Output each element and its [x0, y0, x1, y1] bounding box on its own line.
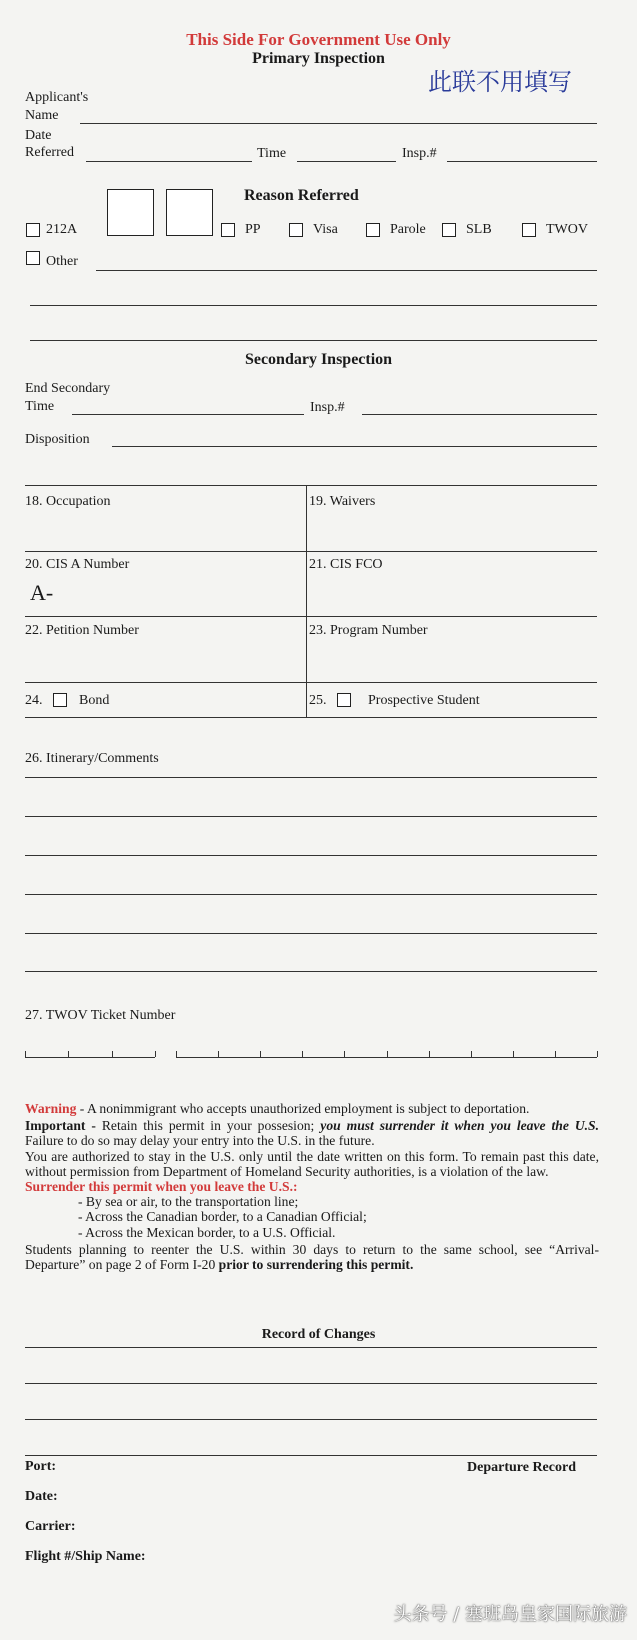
secondary-insp-field[interactable] — [362, 414, 597, 415]
ticket-digit-tick — [597, 1051, 598, 1057]
petition-number-label: 22. Petition Number — [25, 623, 139, 638]
applicant-label-1: Applicant's — [25, 90, 89, 105]
ticket-digit-tick — [68, 1051, 69, 1057]
ticket-digit-tick — [176, 1051, 177, 1057]
prospective-student-label: Prospective Student — [368, 693, 480, 708]
date-label-2: Referred — [25, 145, 74, 160]
time-field[interactable] — [297, 161, 396, 162]
surrender-item-mexico: - Across the Mexican border, to a U.S. Official. — [78, 1224, 336, 1240]
checkbox-bond[interactable] — [53, 693, 67, 707]
warning-label: Warning — [25, 1101, 77, 1116]
itinerary-line-5[interactable] — [25, 933, 597, 934]
authorized-stay-text: You are authorized to stay in the U.S. only until the date written on this form. To remain past this date, without permission from Department of Homeland Security authorities, is a violation of the law. — [25, 1148, 599, 1179]
important-label: Important - — [25, 1118, 96, 1134]
cis-fco-label: 21. CIS FCO — [309, 557, 383, 572]
important-text-2: Failure to do so may delay your entry into the U.S. in the future. — [25, 1133, 375, 1149]
itinerary-line-2[interactable] — [25, 816, 597, 817]
changes-line-1[interactable] — [25, 1347, 597, 1348]
important-text-1: Retain this permit in your possesion; — [95, 1118, 321, 1134]
checkbox-prospective-student[interactable] — [337, 693, 351, 707]
time-label: Time — [257, 146, 287, 161]
end-secondary-label-1: End Secondary — [25, 381, 111, 396]
end-secondary-time-field[interactable] — [72, 414, 304, 415]
grid-row-line-2 — [25, 616, 597, 617]
port-label: Port: — [25, 1459, 57, 1474]
changes-line-2[interactable] — [25, 1383, 597, 1384]
waivers-label: 19. Waivers — [309, 494, 376, 509]
disposition-field[interactable] — [112, 446, 597, 447]
checkbox-212a[interactable] — [26, 223, 40, 237]
source-watermark: 头条号 / 塞班岛皇家国际旅游 — [393, 1604, 627, 1625]
itinerary-line-6[interactable] — [25, 971, 597, 972]
option-twov-label: TWOV — [546, 222, 588, 237]
code-box-2[interactable] — [166, 189, 213, 236]
checkbox-pp[interactable] — [221, 223, 235, 237]
option-212a-label: 212A — [46, 222, 78, 237]
checkbox-parole[interactable] — [366, 223, 380, 237]
itinerary-line-3[interactable] — [25, 855, 597, 856]
changes-line-4[interactable] — [25, 1455, 597, 1456]
checkbox-twov[interactable] — [522, 223, 536, 237]
ticket-number-segment — [176, 1057, 597, 1058]
ticket-digit-tick — [429, 1051, 430, 1057]
checkbox-visa[interactable] — [289, 223, 303, 237]
itinerary-line-4[interactable] — [25, 894, 597, 895]
disposition-label: Disposition — [25, 432, 90, 447]
checkbox-slb[interactable] — [442, 223, 456, 237]
record-of-changes-heading: Record of Changes — [261, 1327, 376, 1342]
disposition-field-line-2[interactable] — [25, 485, 597, 486]
surrender-heading: Surrender this permit when you leave the U.S.: — [25, 1179, 298, 1195]
prospective-student-number-label: 25. — [309, 693, 327, 708]
secondary-insp-label: Insp.# — [310, 400, 345, 415]
date-label-1: Date — [25, 128, 52, 143]
ticket-airline-segment — [25, 1057, 155, 1058]
occupation-label: 18. Occupation — [25, 494, 111, 509]
ticket-digit-tick — [471, 1051, 472, 1057]
departure-record-heading: Departure Record — [467, 1460, 576, 1475]
ticket-digit-tick — [112, 1051, 113, 1057]
notice-block — [25, 1101, 599, 1272]
option-parole-label: Parole — [390, 222, 426, 237]
option-slb-label: SLB — [466, 222, 492, 237]
important-emphasis: you must surrender it when you leave the U.S. — [320, 1118, 599, 1134]
insp-field[interactable] — [447, 161, 597, 162]
itinerary-label: 26. Itinerary/Comments — [25, 751, 159, 766]
grid-row-line-3 — [25, 682, 597, 683]
insp-label: Insp.# — [402, 146, 437, 161]
ticket-digit-tick — [218, 1051, 219, 1057]
ticket-digit-tick — [260, 1051, 261, 1057]
cis-a-number-prefix: A- — [30, 580, 54, 605]
end-secondary-label-2: Time — [25, 399, 55, 414]
bond-number-label: 24. — [25, 693, 43, 708]
reason-referred-heading: Reason Referred — [244, 187, 359, 204]
other-field-line-3[interactable] — [30, 340, 597, 341]
gov-use-heading: This Side For Government Use Only — [186, 30, 451, 49]
ticket-digit-tick — [155, 1051, 156, 1057]
primary-inspection-heading: Primary Inspection — [252, 50, 385, 67]
ticket-digit-tick — [302, 1051, 303, 1057]
warning-text: - A nonimmigrant who accepts unauthorized employment is subject to deportation. — [76, 1101, 530, 1116]
ticket-digit-tick — [25, 1051, 26, 1057]
option-other-label: Other — [46, 254, 78, 269]
twov-ticket-label: 27. TWOV Ticket Number — [25, 1008, 176, 1023]
applicant-name-field[interactable] — [80, 123, 597, 124]
ticket-digit-tick — [555, 1051, 556, 1057]
other-field-line-2[interactable] — [30, 305, 597, 306]
date-referred-field[interactable] — [86, 161, 252, 162]
changes-line-3[interactable] — [25, 1419, 597, 1420]
carrier-label: Carrier: — [25, 1519, 76, 1534]
students-bold: prior to surrendering this permit. — [218, 1257, 414, 1273]
grid-row-line-4 — [25, 717, 597, 718]
itinerary-line-1[interactable] — [25, 777, 597, 778]
students-text: Students planning to reenter the U.S. within 30 days to return to the same school, see “Arrival-Departure” on page 2 of Form I-20 — [25, 1241, 599, 1273]
grid-row-line-1 — [25, 551, 597, 552]
ticket-digit-tick — [513, 1051, 514, 1057]
ticket-digit-tick — [387, 1051, 388, 1057]
no-fill-stamp: 此联不用填写 — [428, 68, 572, 96]
bond-label: Bond — [79, 693, 110, 708]
applicant-label-2: Name — [25, 108, 59, 123]
surrender-item-sea-air: - By sea or air, to the transportation line; — [78, 1194, 299, 1210]
program-number-label: 23. Program Number — [309, 623, 428, 638]
code-box-1[interactable] — [107, 189, 154, 236]
secondary-inspection-heading: Secondary Inspection — [244, 351, 393, 368]
other-field[interactable] — [96, 270, 597, 271]
option-visa-label: Visa — [313, 222, 338, 237]
date-label: Date: — [25, 1489, 58, 1504]
flight-ship-label: Flight #/Ship Name: — [25, 1549, 146, 1564]
ticket-digit-tick — [344, 1051, 345, 1057]
checkbox-other[interactable] — [26, 251, 40, 265]
surrender-item-canada: - Across the Canadian border, to a Canadian Official; — [78, 1209, 367, 1225]
option-pp-label: PP — [245, 222, 261, 237]
cis-a-number-label: 20. CIS A Number — [25, 557, 130, 572]
